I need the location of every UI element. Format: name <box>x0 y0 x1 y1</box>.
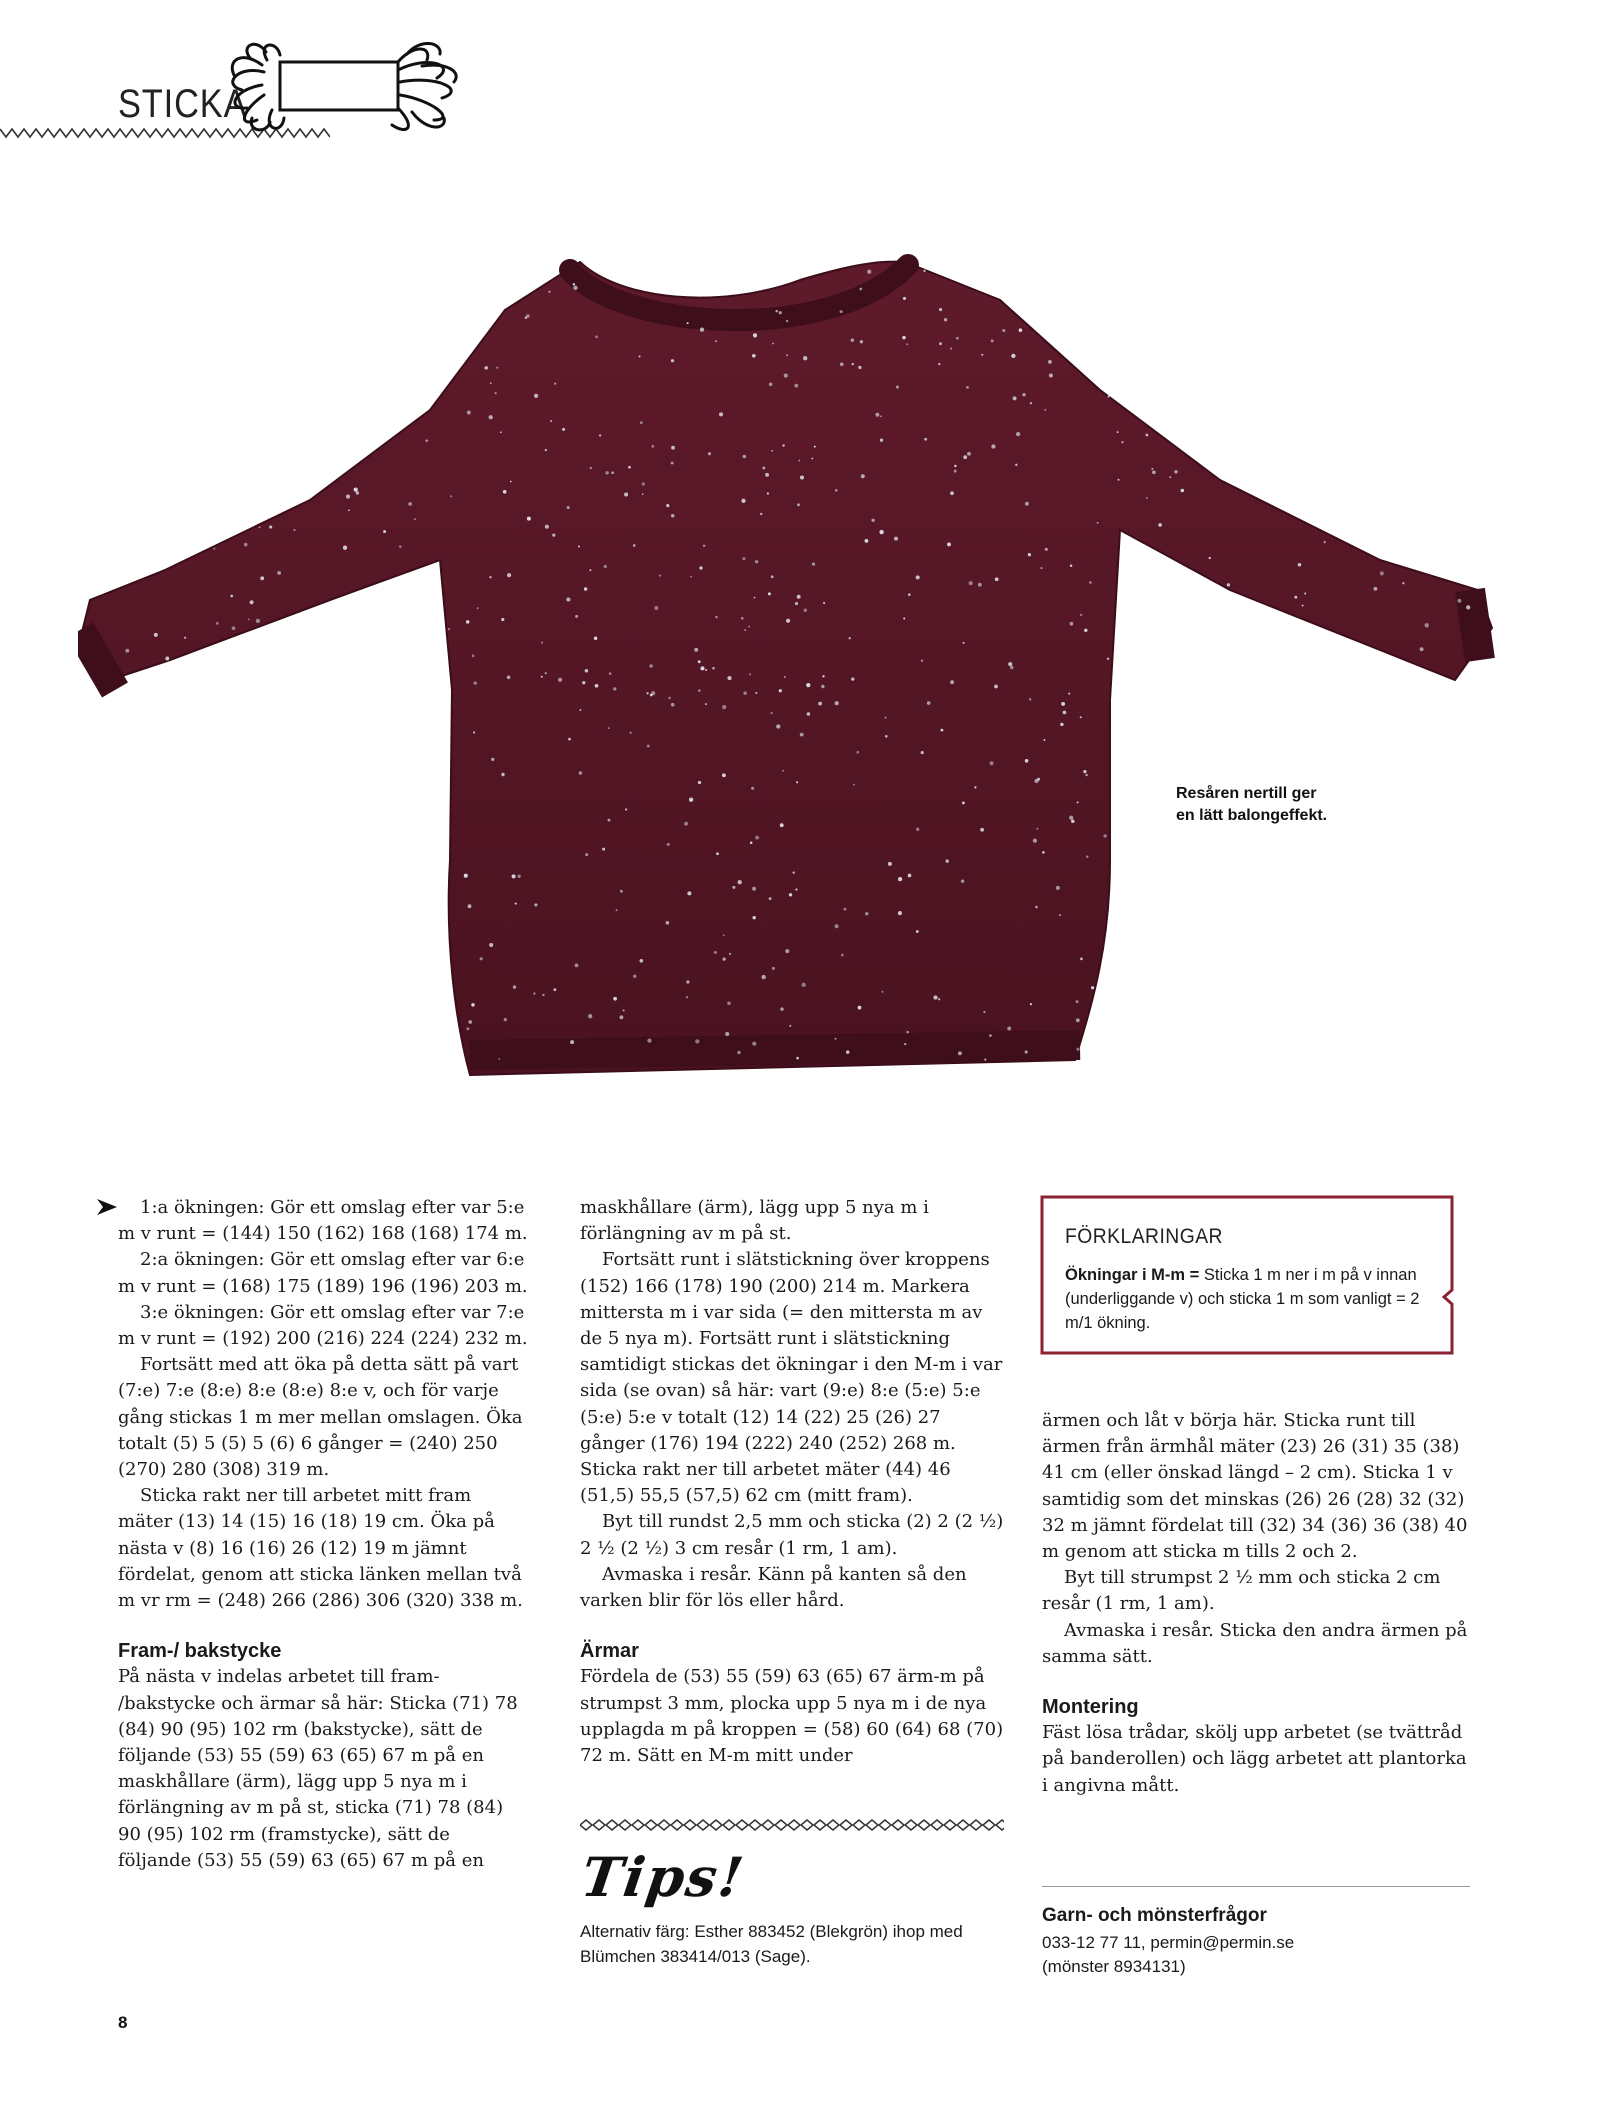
paragraph: Byt till rundst 2,5 mm och sticka (2) 2 (2 ½) 2 ½ (2 ½) 3 cm resår (1 rm, 1 am). <box>580 1511 1004 1559</box>
explanations-title: FÖRKLARINGAR <box>1065 1225 1223 1248</box>
paragraph: Byt till strumpst 2 ½ mm och sticka 2 cm resår (1 rm, 1 am). <box>1042 1567 1441 1615</box>
subheading: Montering <box>1042 1696 1139 1719</box>
paragraph: Fortsätt runt i slätstickning över kroppens (152) 166 (178) 190 (200) 214 m. Markera mittersta m i var sida (= den mittersta m av de 5 nya m). Fortsätt runt i slätstickning samtidigt stickas det ökningar i den M-m i var sida (se ovan) så här: vart (9:e) 8:e (5:e) 5:e (5:e) 5:e v totalt (12) 14 (22) 25 (26) 27 gånger (176) 194 (222) 240 (252) 268 m. Sticka rakt ner till arbetet mäter (44) 46 (51,5) 55,5 (57,5) 62 cm (mitt fram). <box>580 1249 1003 1507</box>
subheading: Ärmar <box>580 1640 639 1663</box>
contact-line: (mönster 8934131) <box>1042 1957 1186 1976</box>
photo-caption: Resåren nertill ger en lätt balongeffekt. <box>1176 785 1328 824</box>
paragraph: Fäst lösa trådar, skölj upp arbetet (se tvättråd på banderollen) och lägg arbetet att plantorka i angivna mått. <box>1042 1722 1467 1796</box>
paragraph: 3:e ökningen: Gör ett omslag efter var 7:e m v runt = (192) 200 (216) 224 (224) 232 m. <box>118 1301 528 1350</box>
column-2 <box>580 1195 1005 1769</box>
paragraph: Avmaska i resår. Känn på kanten så den varken blir för lös eller hård. <box>580 1563 967 1612</box>
paragraph: 2:a ökningen: Gör ett omslag efter var 6:e m v runt = (168) 175 (189) 196 (196) 203 m. <box>118 1249 528 1297</box>
paragraph: ärmen och låt v börja här. Sticka runt till ärmen från ärmhål mäter (23) 26 (31) 35 (38) 41 cm (eller önskad längd – 2 cm). Sticka 1 v samtidig som det minskas (26) 26 (28) 32 (32) 32 m jämnt fördelat till (32) 34 (36) 36 (38) 40 m genom att sticka m tills 2 och 2. <box>1042 1410 1468 1563</box>
yarn-skein-icon <box>222 40 472 135</box>
section-label: STICKA <box>118 82 248 126</box>
paragraph: Fördela de (53) 55 (59) 63 (65) 67 ärm-m på strumpst 3 mm, plocka upp 5 nya m i de nya upplagda m på kroppen = (58) 60 (64) 68 (70) 72 m. Sätt en M-m mitt under <box>580 1666 1004 1767</box>
arrow-bullet-icon <box>97 1199 117 1215</box>
paragraph: maskhållare (ärm), lägg upp 5 nya m i förlängning av m på st. <box>580 1197 929 1245</box>
paragraph: 1:a ökningen: Gör ett omslag efter var 5:e m v runt = (144) 150 (162) 168 (168) 174 m. <box>118 1197 528 1245</box>
paragraph: Fortsätt med att öka på detta sätt på vart (7:e) 7:e (8:e) 8:e (8:e) 8:e v, och för varje gång stickas 1 m mer mellan omslagen. Öka totalt (5) 5 (5) 5 (6) 6 gånger = (240) 250 (270) 280 (308) 319 m. <box>118 1354 523 1481</box>
column-1 <box>118 1195 528 1874</box>
sweater-photo <box>78 250 1498 1080</box>
paragraph: Sticka rakt ner till arbetet mitt fram mäter (13) 14 (15) 16 (18) 19 cm. Öka på nästa v (8) 16 (16) 26 (12) 19 m jämnt fördelat, genom att sticka länken mellan två m vr rm = (248) 266 (286) 306 (320) 338 m. <box>118 1485 523 1612</box>
contact-heading: Garn- och mönsterfrågor <box>1042 1905 1267 1926</box>
explanation-definition: Sticka 1 m ner i m på v innan (underliggande v) och sticka 1 m som vanligt = 2 m/1 ökning. <box>1065 1266 1420 1332</box>
explanations-text <box>1065 1263 1435 1335</box>
diamond-divider <box>580 1818 1004 1832</box>
paragraph: På nästa v indelas arbetet till fram- /bakstycke och ärmar så här: Sticka (71) 78 (84) 90 (95) 102 rm (bakstycke), sätt de följande (53) 55 (59) 63 (65) 67 m på en maskhållare (ärm), lägg upp 5 nya m i förlängning av m på st, sticka (71) 78 (84) 90 (95) 102 rm (framstycke), sätt de följande (53) 55 (59) 63 (65) 67 m på en <box>118 1666 518 1871</box>
paragraph: Avmaska i resår. Sticka den andra ärmen på samma sätt. <box>1042 1619 1468 1667</box>
column-3 <box>1042 1408 1472 1799</box>
page-number: 8 <box>118 2013 128 2032</box>
contact-line: 033-12 77 11, permin@permin.se <box>1042 1932 1295 1952</box>
tips-text: Alternativ färg: Esther 883452 (Blekgrön) ihop med Blümchen 383414/013 (Sage). <box>580 1922 963 1966</box>
subheading: Fram-/ bakstycke <box>118 1640 282 1663</box>
contact-divider <box>1042 1886 1470 1887</box>
contact-block <box>1042 1904 1472 1980</box>
explanation-term: Ökningar i M-m = <box>1065 1266 1200 1284</box>
tips-heading: Tips! <box>577 1845 750 1909</box>
